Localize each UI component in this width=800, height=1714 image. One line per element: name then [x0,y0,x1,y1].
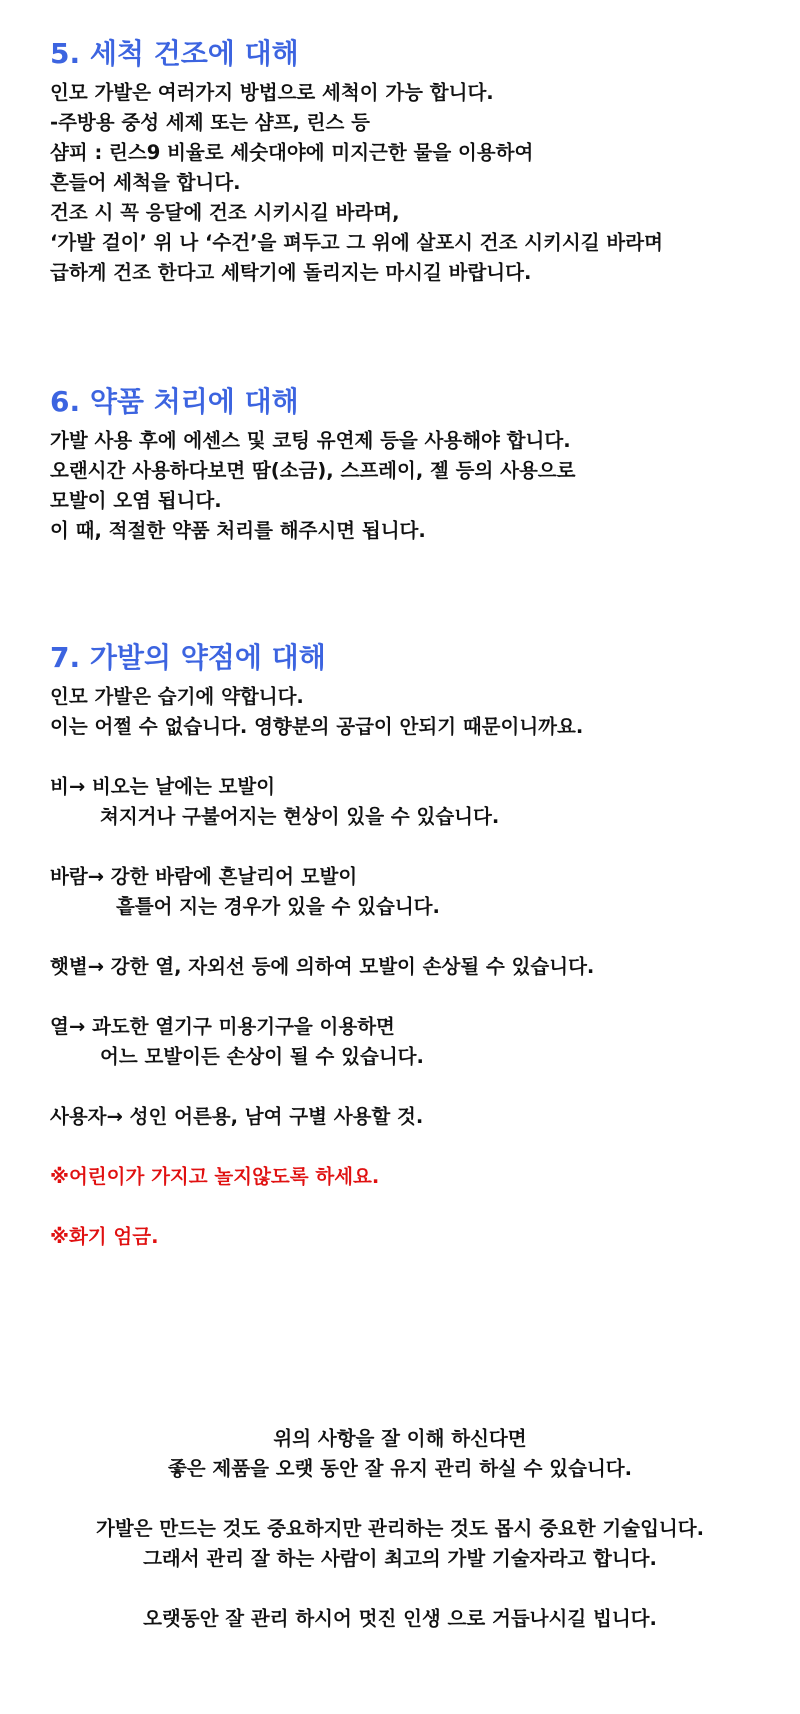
heat-item-detail: 어느 모발이든 손상이 될 수 있습니다. [100,1045,424,1068]
closing-line: 좋은 제품을 오랫 동안 잘 유지 관리 하실 수 있습니다. [167,1457,633,1480]
wind-item-detail: 흩틀어 지는 경우가 있을 수 있습니다. [116,895,440,918]
rain-item: 비→ 비오는 날에는 모발이 [50,775,276,798]
text-line: 모발이 오염 됩니다. [50,489,222,512]
child-warning: ※어린이가 가지고 놀지않도록 하세요. [50,1165,380,1188]
text-line: 인모 가발은 습기에 약합니다. [50,685,304,708]
fire-warning: ※화기 엄금. [50,1225,159,1248]
text-line: 건조 시 꼭 응달에 건조 시키시길 바라며, [50,201,400,224]
text-line: 오랜시간 사용하다보면 땀(소금), 스프레이, 젤 등의 사용으로 [50,459,576,482]
section-chemical-treatment [50,384,770,546]
section-heading: 6. 약품 처리에 대해 [50,385,299,418]
text-line: 흔들어 세척을 합니다. [50,171,241,194]
section-weaknesses [50,640,770,1252]
wind-item: 바람→ 강한 바람에 흔날리어 모발이 [50,865,358,888]
closing-line: 가발은 만드는 것도 중요하지만 관리하는 것도 몹시 중요한 기술입니다. [96,1517,704,1540]
closing-line: 위의 사항을 잘 이해 하신다면 [273,1427,527,1450]
text-line: -주방용 중성 세제 또는 샴프, 린스 등 [50,111,370,134]
text-line: 샴피 : 린스9 비율로 세숫대야에 미지근한 물을 이용하여 [50,141,534,164]
section-heading: 5. 세척 건조에 대해 [50,37,299,70]
text-line: 인모 가발은 여러가지 방법으로 세척이 가능 합니다. [50,81,494,104]
section-heading: 7. 가발의 약점에 대해 [50,641,326,674]
closing-message [0,1424,800,1634]
text-line: ‘가발 걸이’ 위 나 ‘수건’을 펴두고 그 위에 살포시 건조 시키시길 바라며 [50,231,663,254]
text-line: 급하게 건조 한다고 세탁기에 돌리지는 마시길 바랍니다. [50,261,532,284]
heat-item: 열→ 과도한 열기구 미용기구을 이용하면 [50,1015,395,1038]
text-line: 이는 어쩔 수 없습니다. 영향분의 공급이 안되기 때문이니까요. [50,715,584,738]
rain-item-detail: 쳐지거나 구불어지는 현상이 있을 수 있습니다. [100,805,500,828]
section-washing-drying [50,36,770,288]
user-item: 사용자→ 성인 어른용, 남여 구별 사용할 것. [50,1105,424,1128]
text-line: 이 때, 적절한 약품 처리를 해주시면 됩니다. [50,519,426,542]
closing-line: 그래서 관리 잘 하는 사람이 최고의 가발 기술자라고 합니다. [143,1547,657,1570]
text-line: 가발 사용 후에 에센스 및 코팅 유연제 등을 사용해야 합니다. [50,429,571,452]
sun-item: 햇볕→ 강한 열, 자외선 등에 의하여 모발이 손상될 수 있습니다. [50,955,595,978]
closing-line: 오랫동안 잘 관리 하시어 멋진 인생 으로 거듭나시길 빕니다. [143,1607,657,1630]
